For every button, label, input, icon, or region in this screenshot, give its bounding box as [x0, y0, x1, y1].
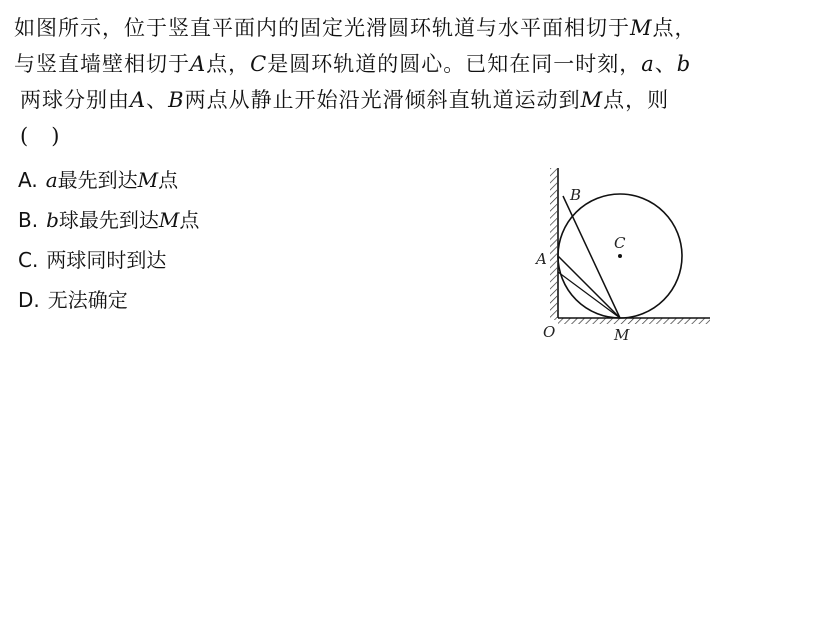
track-lower — [558, 272, 620, 318]
question-line-1 — [14, 10, 824, 46]
option-a[interactable] — [18, 160, 199, 200]
option-key: C. — [18, 248, 39, 272]
option-d[interactable] — [18, 280, 199, 320]
question-line-3-text-a: 两球分别由 — [20, 88, 130, 112]
center-point — [618, 254, 622, 258]
separator-2: 、 — [146, 88, 169, 112]
question-line-3-text-b: 两点从静止开始沿光滑倾斜直轨道运动到 — [184, 88, 581, 112]
option-var-2: M — [137, 168, 159, 192]
option-text: 最先到达 — [57, 168, 138, 192]
var-a-ball: a — [641, 52, 655, 76]
answer-blank: ( ) — [20, 124, 61, 148]
track-am — [558, 256, 620, 318]
options-list — [18, 160, 199, 320]
question-line-1-text: 如图所示，位于竖直平面内的固定光滑圆环轨道与水平面相切于 — [14, 16, 630, 40]
option-text-2: 点 — [158, 168, 179, 192]
option-var: a — [45, 168, 58, 192]
option-text: 球最先到达 — [58, 208, 159, 232]
option-text: 两球同时到达 — [46, 248, 167, 272]
option-var-2: M — [158, 208, 180, 232]
option-key: D. — [18, 288, 40, 312]
option-b[interactable] — [18, 200, 199, 240]
label-c: C — [614, 234, 626, 252]
option-c[interactable] — [18, 240, 199, 280]
label-a: A — [536, 250, 547, 268]
wall-hatching — [550, 168, 557, 320]
question-line-2-text-a: 与竖直墙壁相切于 — [14, 52, 190, 76]
ground-hatching — [558, 318, 710, 324]
label-m: M — [614, 326, 630, 344]
track-bm — [563, 196, 620, 318]
figure-svg — [530, 160, 730, 350]
option-text: 无法确定 — [47, 288, 128, 312]
question-line-3-text-c: 点，则 — [603, 88, 670, 112]
var-m-2: M — [580, 88, 604, 112]
option-key: A. — [18, 168, 38, 192]
var-b-point: B — [168, 88, 185, 112]
var-m: M — [630, 16, 653, 40]
option-text-2: 点 — [179, 208, 200, 232]
label-o: O — [543, 323, 556, 341]
question-line-2-text-b: 点， — [206, 52, 251, 76]
question-line-1-tail: 点， — [652, 16, 697, 40]
physics-figure — [530, 160, 730, 350]
question-line-2 — [14, 46, 824, 82]
var-a-point-2: A — [130, 88, 147, 112]
question-line-4 — [14, 118, 824, 154]
question-text — [14, 10, 824, 154]
var-a-point: A — [190, 52, 207, 76]
label-b: B — [570, 186, 582, 204]
var-b-ball: b — [676, 52, 692, 76]
separator: 、 — [654, 52, 677, 76]
question-line-3 — [14, 82, 824, 118]
option-var: b — [46, 208, 59, 232]
option-key: B. — [18, 208, 39, 232]
var-c: C — [250, 52, 268, 76]
question-line-2-text-c: 是圆环轨道的圆心。已知在同一时刻， — [267, 52, 642, 76]
